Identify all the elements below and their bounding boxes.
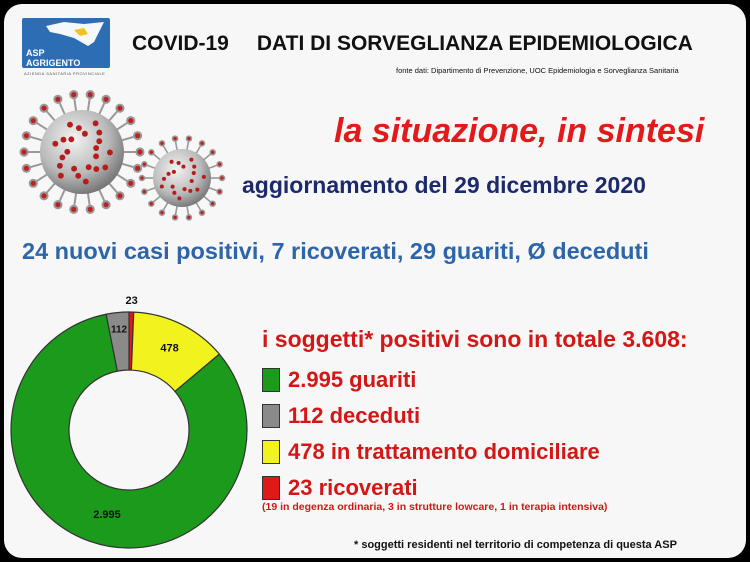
logo-box [22, 18, 110, 68]
slide [4, 4, 746, 558]
legend-swatch-home-care [262, 440, 280, 464]
data-source: fonte dati: Dipartimento di Prevenzione, UOC Epidemiologia e Sorveglianza Sanitaria [396, 66, 679, 75]
logo-tagline: AZIENDA SANITARIA PROVINCIALE [24, 71, 106, 76]
title-left: COVID-19 [132, 32, 229, 55]
legend-label-hospitalized: 23 ricoverati [288, 475, 418, 500]
legend [262, 362, 600, 506]
legend-item [262, 434, 600, 470]
daily-summary: 24 nuovi casi positivi, 7 ricoverati, 29 guariti, Ø deceduti [22, 238, 649, 264]
headline: la situazione, in sintesi [334, 112, 705, 150]
page-title [132, 32, 693, 56]
legend-label-recovered: 2.995 guariti [288, 367, 417, 392]
legend-swatch-deceased [262, 404, 280, 428]
sicily-map-icon [44, 20, 108, 48]
slice-label-recovered: 2.995 [93, 509, 121, 521]
virus-illustration-small-icon [138, 134, 226, 222]
legend-swatch-hospitalized [262, 476, 280, 500]
footnote: * soggetti residenti nel territorio di competenza di questa ASP [354, 539, 677, 551]
total-positive: i soggetti* positivi sono in totale 3.608: [262, 326, 688, 352]
legend-item [262, 398, 600, 434]
legend-item [262, 362, 600, 398]
donut-chart [4, 294, 266, 558]
logo-line2: AGRIGENTO [26, 58, 81, 68]
hospitalized-detail: (19 in degenza ordinaria, 3 in strutture lowcare, 1 in terapia intensiva) [262, 501, 608, 513]
update-date: aggiornamento del 29 dicembre 2020 [242, 172, 646, 198]
legend-swatch-recovered [262, 368, 280, 392]
logo-line1: ASP [26, 48, 45, 58]
legend-label-deceased: 112 deceduti [288, 403, 421, 428]
slice-label-home-care: 478 [160, 342, 179, 355]
slice-label-hospitalized: 23 [125, 295, 138, 308]
title-right: DATI DI SORVEGLIANZA EPIDEMIOLOGICA [256, 32, 693, 55]
asp-logo [22, 18, 110, 80]
virus-illustration-large-icon [18, 88, 146, 216]
slice-label-deceased: 112 [110, 324, 128, 336]
legend-label-home-care: 478 in trattamento domiciliare [288, 439, 600, 464]
